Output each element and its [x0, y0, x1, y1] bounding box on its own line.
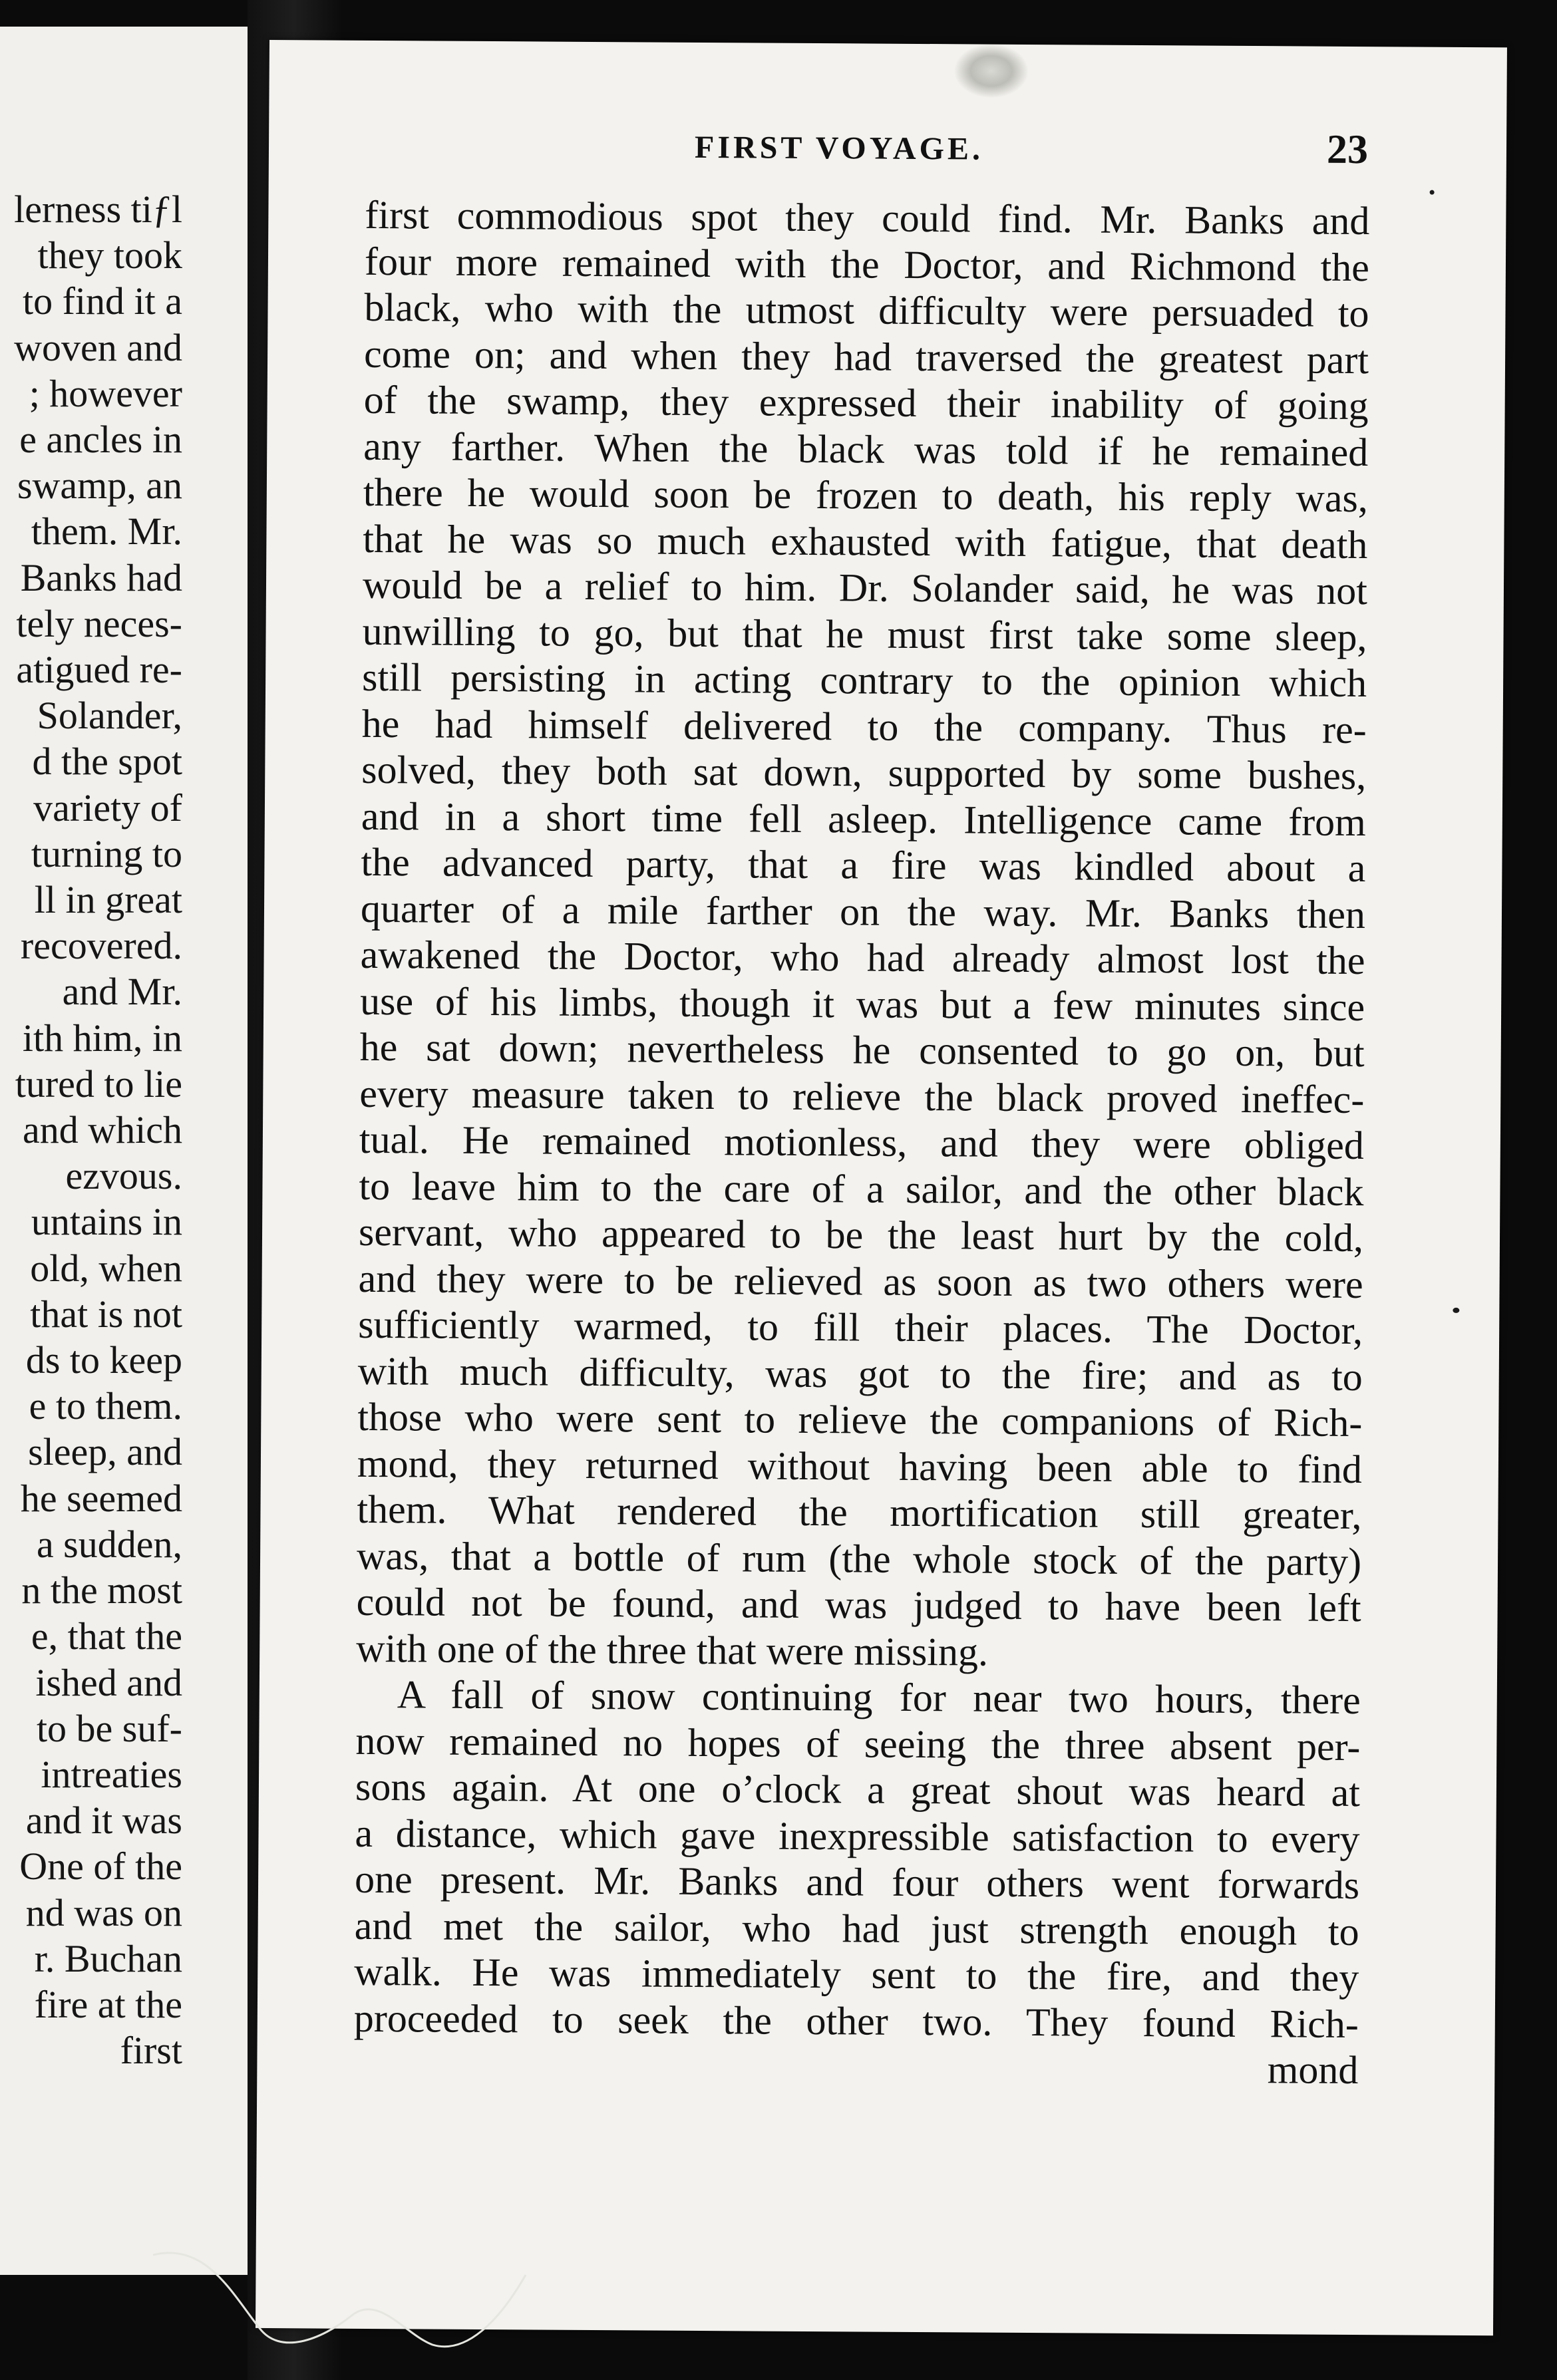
left-page-line: woven and [14, 325, 182, 369]
left-facing-page [0, 27, 249, 2275]
left-page-line: that is not [30, 1292, 182, 1336]
text-line: he sat down; nevertheless he consented to go on, but [359, 1024, 1365, 1076]
left-page-line: fire at the [34, 1982, 182, 2026]
text-line: with much difficulty, was got to the fire; and as to [357, 1348, 1363, 1399]
text-line: one present. Mr. Banks and four others went forwards [354, 1857, 1360, 1908]
text-line: tual. He remained motionless, and they were obliged [359, 1117, 1365, 1168]
text-line: servant, who appeared to be the least hurt by the cold, [358, 1209, 1364, 1261]
left-page-line: intreaties [41, 1752, 182, 1796]
paper-tear-mark [954, 44, 1027, 98]
left-page-line: tely neces- [16, 601, 182, 645]
catchword: mond [1267, 2047, 1359, 2093]
left-page-line: r. Buchan [34, 1936, 182, 1980]
ink-speck [1453, 1308, 1459, 1313]
text-line: with one of the three that were missing. [356, 1626, 989, 1674]
text-line: could not be found, and was judged to have been left [356, 1579, 1361, 1630]
text-line: was, that a bottle of rum (the whole stock of the party) [356, 1533, 1362, 1584]
left-page-line: recovered. [20, 924, 182, 968]
left-page-line: swamp, an [17, 464, 182, 508]
left-page-line: ll in great [34, 878, 182, 922]
left-page-line: e to them. [29, 1384, 182, 1428]
text-line: A fall of snow continuing for near two hours, there [397, 1672, 1361, 1723]
left-page-line: turning to [31, 831, 182, 875]
text-line: first commodious spot they could find. Mr. Banks and [365, 192, 1370, 243]
text-line: he had himself delivered to the company. Thus re- [361, 701, 1367, 752]
left-page-line: untains in [31, 1200, 182, 1244]
text-line: would be a relief to him. Dr. Solander said, he was not [362, 562, 1368, 613]
left-page-line: a sudden, [36, 1522, 182, 1566]
text-line: proceeded to seek the other two. They found Rich- [353, 1996, 1359, 2046]
left-page-line: ds to keep [25, 1338, 182, 1382]
text-line: come on; and when they had traversed the greatest part [363, 331, 1369, 382]
text-line: walk. He was immediately sent to the fire, and they [354, 1949, 1359, 2000]
text-line: unwilling to go, but that he must first take some sleep, [362, 609, 1367, 659]
left-page-line: he seemed [20, 1476, 182, 1520]
text-line: and met the sailor, who had just strength enough to [354, 1903, 1359, 1954]
left-page-line: and which [23, 1108, 182, 1152]
text-line: and in a short time fell asleep. Intelligence came from [361, 794, 1367, 844]
left-page-line: them. Mr. [31, 510, 182, 553]
left-page-line: old, when [30, 1246, 182, 1290]
left-page-line: sleep, and [28, 1430, 182, 1474]
left-page-line: nd was on [25, 1890, 182, 1934]
text-line: mond, they returned without having been able to find [357, 1441, 1363, 1491]
ink-speck [1430, 190, 1435, 195]
text-line: and they were to be relieved as soon as two others were [358, 1256, 1363, 1306]
left-page-line: d the spot [32, 740, 182, 784]
left-page-line: and Mr. [62, 970, 182, 1014]
text-line: those who were sent to relieve the companions of Rich- [357, 1394, 1363, 1445]
text-line: black, who with the utmost difficulty were persuaded to [364, 285, 1369, 336]
text-line: sons again. At one o’clock a great shout was heard at [355, 1764, 1361, 1815]
text-line: to leave him to the care of a sailor, and the other black [359, 1163, 1364, 1214]
left-page-line: Solander, [37, 694, 182, 738]
left-page-line: variety of [33, 786, 182, 829]
text-line: quarter of a mile farther on the way. Mr. Banks then [360, 886, 1366, 937]
left-page-line: Banks had [20, 555, 182, 599]
left-page-line: ith him, in [22, 1016, 182, 1060]
loose-thread [153, 2202, 818, 2368]
text-line: sufficiently warmed, to fill their places. The Doctor, [358, 1302, 1363, 1353]
left-page-line: and it was [25, 1799, 182, 1843]
text-line: solved, they both sat down, supported by some bushes, [361, 747, 1367, 798]
text-line: every measure taken to relieve the black proved ineffec- [359, 1071, 1365, 1121]
left-page-line: first [120, 2029, 182, 2073]
left-page-line: tured to lie [15, 1062, 182, 1106]
text-line: any farther. When the black was told if he remained [363, 424, 1369, 474]
left-page-line: n the most [21, 1568, 182, 1612]
left-page-line: e ancles in [19, 418, 182, 462]
text-line: awakened the Doctor, who had already almost lost the [360, 932, 1365, 983]
running-head: FIRST VOYAGE. [694, 129, 984, 167]
text-line: that he was so much exhausted with fatigue, that death [363, 516, 1368, 567]
body-text [353, 192, 1369, 2094]
text-line: use of his limbs, though it was but a few minutes since [359, 978, 1365, 1029]
paragraph-2 [354, 1672, 1361, 2047]
text-line: now remained no hopes of seeing the three absent per- [355, 1718, 1361, 1769]
left-page-line: atigued re- [16, 648, 182, 692]
left-page-line: they took [37, 233, 182, 277]
right-page [256, 40, 1507, 2335]
left-page-line: ished and [35, 1660, 182, 1704]
left-page-line: e, that the [31, 1614, 182, 1658]
text-line: four more remained with the Doctor, and Richmond the [364, 239, 1370, 289]
left-page-line: to find it a [22, 279, 182, 323]
left-page-text [0, 186, 182, 2073]
text-line: of the swamp, they expressed their inability of going [363, 377, 1369, 428]
left-page-line: lerness tiƒl [14, 188, 182, 231]
left-page-line: One of the [19, 1845, 182, 1888]
left-page-line: ; however [29, 371, 182, 415]
paragraph-1 [356, 192, 1370, 1678]
text-line: there he would soon be frozen to death, his reply was, [363, 470, 1369, 521]
text-line: the advanced party, that a fire was kindled about a [361, 839, 1366, 891]
page-header [269, 126, 1506, 187]
left-page-line: ezvous. [65, 1154, 182, 1198]
page-number: 23 [1326, 126, 1369, 173]
text-line: a distance, which gave inexpressible satisfaction to every [355, 1811, 1360, 1861]
text-line: still persisting in acting contrary to the opinion which [361, 655, 1367, 706]
text-line: them. What rendered the mortification still greater, [357, 1487, 1362, 1538]
left-page-line: to be suf- [36, 1706, 182, 1750]
